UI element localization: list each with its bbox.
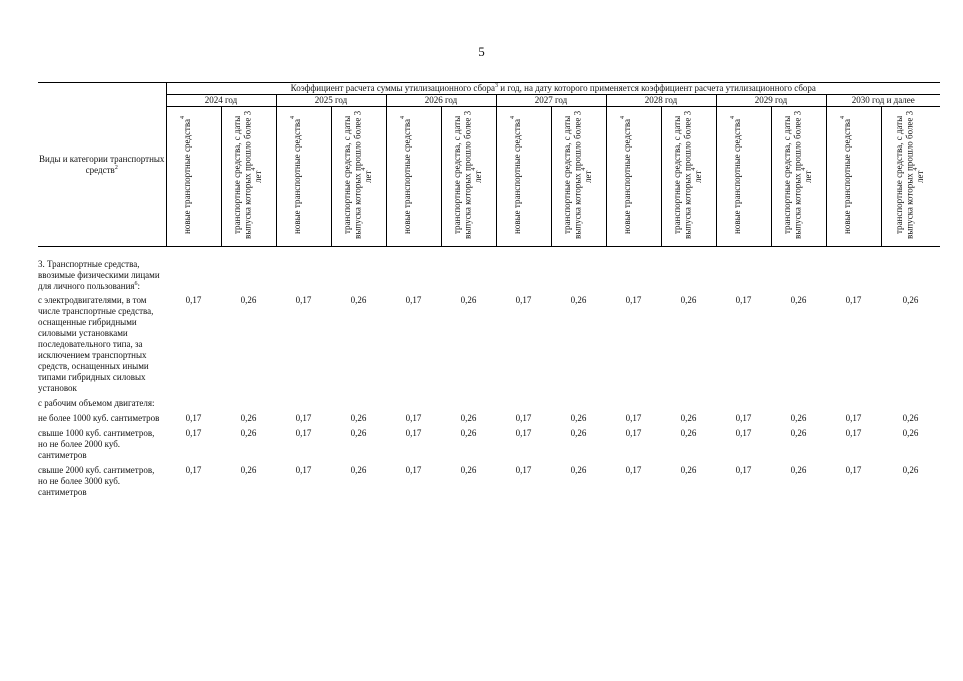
value-cell: 0,17 bbox=[625, 428, 642, 438]
value-cell: 0,17 bbox=[405, 413, 422, 423]
subheader-new-sup: 4 bbox=[839, 116, 846, 120]
table-row bbox=[38, 428, 940, 465]
value-cell: 0,26 bbox=[350, 465, 367, 475]
subheader-new-sup: 4 bbox=[619, 116, 626, 120]
value-cell: 0,26 bbox=[902, 413, 919, 423]
row-label bbox=[38, 259, 166, 295]
value-cell: 0,17 bbox=[515, 465, 532, 475]
subheader-old-text: транспортные средства, с даты выпуска которых прошло более 3 лет bbox=[341, 110, 373, 240]
subheader-old bbox=[771, 107, 826, 247]
page-number: 5 bbox=[478, 44, 485, 59]
subheader-old bbox=[441, 107, 496, 247]
subheader-old-sup: 4 bbox=[470, 167, 477, 171]
value-cell: 0,26 bbox=[240, 413, 257, 423]
subheader-new bbox=[826, 107, 881, 247]
subheader-new bbox=[386, 107, 441, 247]
value-cell: 0,26 bbox=[790, 428, 807, 438]
subheader-old-text: транспортные средства, с даты выпуска которых прошло более 3 лет bbox=[893, 110, 925, 240]
row-label: свыше 1000 куб. сантиметров, но не более 2000 куб. сантиметров bbox=[38, 428, 155, 460]
value-cell: 0,17 bbox=[185, 295, 202, 305]
value-cell: 0,26 bbox=[460, 465, 477, 475]
subheader-old-text: транспортные средства, с даты выпуска которых прошло более 3 лет bbox=[451, 110, 483, 240]
value-cell: 0,26 bbox=[902, 428, 919, 438]
year-header: 2026 год bbox=[386, 95, 496, 107]
value-cell: 0,26 bbox=[350, 413, 367, 423]
section-title: 3. Транспортные средства, ввозимые физическими лицами для личного пользования bbox=[38, 259, 160, 291]
value-cell: 0,26 bbox=[902, 295, 919, 305]
value-cell: 0,26 bbox=[460, 295, 477, 305]
value-cell: 0,26 bbox=[570, 428, 587, 438]
coef-title-a: Коэффициент расчета суммы утилизационного сбора bbox=[290, 83, 496, 93]
value-cell: 0,26 bbox=[790, 295, 807, 305]
row-label: с электродвигателями, в том числе транспортные средства, оснащенные гибридными силовыми установками последовательного типа, за исключением транспортных средств, оснащенных иными типами гибридных силовых установок bbox=[38, 295, 154, 393]
subheader-new-sup: 4 bbox=[179, 116, 186, 120]
subheader-old-sup: 4 bbox=[800, 167, 807, 171]
table-row bbox=[38, 259, 940, 295]
value-cell: 0,17 bbox=[405, 465, 422, 475]
value-cell: 0,17 bbox=[295, 465, 312, 475]
value-cell: 0,17 bbox=[295, 295, 312, 305]
value-cell: 0,26 bbox=[240, 295, 257, 305]
subheader-new-text: новые транспортные средства bbox=[841, 119, 852, 234]
value-cell: 0,26 bbox=[240, 428, 257, 438]
value-cell: 0,17 bbox=[845, 295, 862, 305]
value-cell: 0,17 bbox=[625, 413, 642, 423]
subheader-new-text: новые транспортные средства bbox=[731, 119, 742, 234]
value-cell: 0,17 bbox=[625, 295, 642, 305]
subheader-new bbox=[166, 107, 221, 247]
subheader-new-text: новые транспортные средства bbox=[181, 119, 192, 234]
subheader-new-sup: 4 bbox=[289, 116, 296, 120]
subheader-old bbox=[331, 107, 386, 247]
subheader-old-sup: 4 bbox=[360, 167, 367, 171]
label-column-text: Виды и категории транспортных средств bbox=[39, 153, 165, 175]
value-cell: 0,17 bbox=[295, 413, 312, 423]
value-cell: 0,17 bbox=[185, 428, 202, 438]
value-cell: 0,17 bbox=[845, 413, 862, 423]
value-cell: 0,26 bbox=[460, 428, 477, 438]
subheader-old-sup: 4 bbox=[690, 167, 697, 171]
subheader-new-text: новые транспортные средства bbox=[621, 119, 632, 234]
subheader-old-sup: 4 bbox=[250, 167, 257, 171]
value-cell: 0,26 bbox=[680, 465, 697, 475]
subheader-old bbox=[661, 107, 716, 247]
value-cell: 0,17 bbox=[625, 465, 642, 475]
subheader-old-text: транспортные средства, с даты выпуска которых прошло более 3 лет bbox=[671, 110, 703, 240]
subheader-old-sup: 4 bbox=[580, 167, 587, 171]
subheader-new bbox=[716, 107, 771, 247]
coef-title-sup: 3 bbox=[495, 83, 499, 89]
value-cell: 0,17 bbox=[735, 465, 752, 475]
value-cell: 0,17 bbox=[185, 413, 202, 423]
value-cell: 0,17 bbox=[405, 295, 422, 305]
label-column-sup: 2 bbox=[114, 164, 118, 171]
subheader-new-sup: 4 bbox=[729, 116, 736, 120]
value-cell: 0,17 bbox=[295, 428, 312, 438]
empty-cell bbox=[166, 398, 940, 413]
subheader-old-text: транспортные средства, с даты выпуска которых прошло более 3 лет bbox=[561, 110, 593, 240]
year-header: 2028 год bbox=[606, 95, 716, 107]
row-label: с рабочим объемом двигателя: bbox=[38, 398, 155, 408]
subheader-new bbox=[496, 107, 551, 247]
subheader-new-sup: 4 bbox=[509, 116, 516, 120]
subheader-old-sup: 4 bbox=[912, 167, 919, 171]
subheader-old-text: транспортные средства, с даты выпуска которых прошло более 3 лет bbox=[781, 110, 813, 240]
table-row bbox=[38, 295, 940, 398]
subheader-old bbox=[881, 107, 940, 247]
value-cell: 0,26 bbox=[570, 413, 587, 423]
subheader-new-sup: 4 bbox=[399, 116, 406, 120]
value-cell: 0,26 bbox=[460, 413, 477, 423]
value-cell: 0,17 bbox=[515, 295, 532, 305]
subheader-new-text: новые транспортные средства bbox=[291, 119, 302, 234]
year-header: 2025 год bbox=[276, 95, 386, 107]
empty-cell bbox=[166, 259, 940, 295]
value-cell: 0,17 bbox=[735, 413, 752, 423]
value-cell: 0,26 bbox=[350, 428, 367, 438]
value-cell: 0,26 bbox=[790, 465, 807, 475]
value-cell: 0,26 bbox=[902, 465, 919, 475]
value-cell: 0,17 bbox=[845, 465, 862, 475]
year-header: 2027 год bbox=[496, 95, 606, 107]
subheader-new bbox=[606, 107, 661, 247]
value-cell: 0,17 bbox=[735, 295, 752, 305]
coefficient-title bbox=[166, 83, 940, 95]
value-cell: 0,26 bbox=[350, 295, 367, 305]
value-cell: 0,26 bbox=[570, 295, 587, 305]
subheader-new bbox=[276, 107, 331, 247]
table-row bbox=[38, 398, 940, 413]
value-cell: 0,26 bbox=[680, 428, 697, 438]
value-cell: 0,17 bbox=[515, 413, 532, 423]
subheader-new-text: новые транспортные средства bbox=[511, 119, 522, 234]
row-label: не более 1000 куб. сантиметров bbox=[38, 413, 160, 423]
value-cell: 0,17 bbox=[185, 465, 202, 475]
spacer-cell bbox=[38, 247, 940, 260]
value-cell: 0,17 bbox=[845, 428, 862, 438]
value-cell: 0,26 bbox=[790, 413, 807, 423]
section-sup: 6 bbox=[134, 281, 138, 287]
section-suffix: : bbox=[137, 281, 141, 291]
subheader-new-text: новые транспортные средства bbox=[401, 119, 412, 234]
value-cell: 0,26 bbox=[680, 295, 697, 305]
label-column-header bbox=[38, 83, 166, 247]
year-header: 2030 год и далее bbox=[826, 95, 940, 107]
table-row bbox=[38, 465, 940, 502]
table-row bbox=[38, 413, 940, 428]
year-header: 2024 год bbox=[166, 95, 276, 107]
value-cell: 0,26 bbox=[680, 413, 697, 423]
subheader-old bbox=[221, 107, 276, 247]
subheader-old-text: транспортные средства, с даты выпуска которых прошло более 3 лет bbox=[231, 110, 263, 240]
value-cell: 0,26 bbox=[570, 465, 587, 475]
value-cell: 0,17 bbox=[405, 428, 422, 438]
row-label: свыше 2000 куб. сантиметров, но не более 3000 куб. сантиметров bbox=[38, 465, 155, 497]
value-cell: 0,17 bbox=[515, 428, 532, 438]
subheader-old bbox=[551, 107, 606, 247]
value-cell: 0,17 bbox=[735, 428, 752, 438]
coefficient-table bbox=[38, 82, 940, 502]
coef-title-b: и год, на дату которого применяется коэффициент расчета утилизационного сбора bbox=[498, 83, 816, 93]
year-header: 2029 год bbox=[716, 95, 826, 107]
value-cell: 0,26 bbox=[240, 465, 257, 475]
